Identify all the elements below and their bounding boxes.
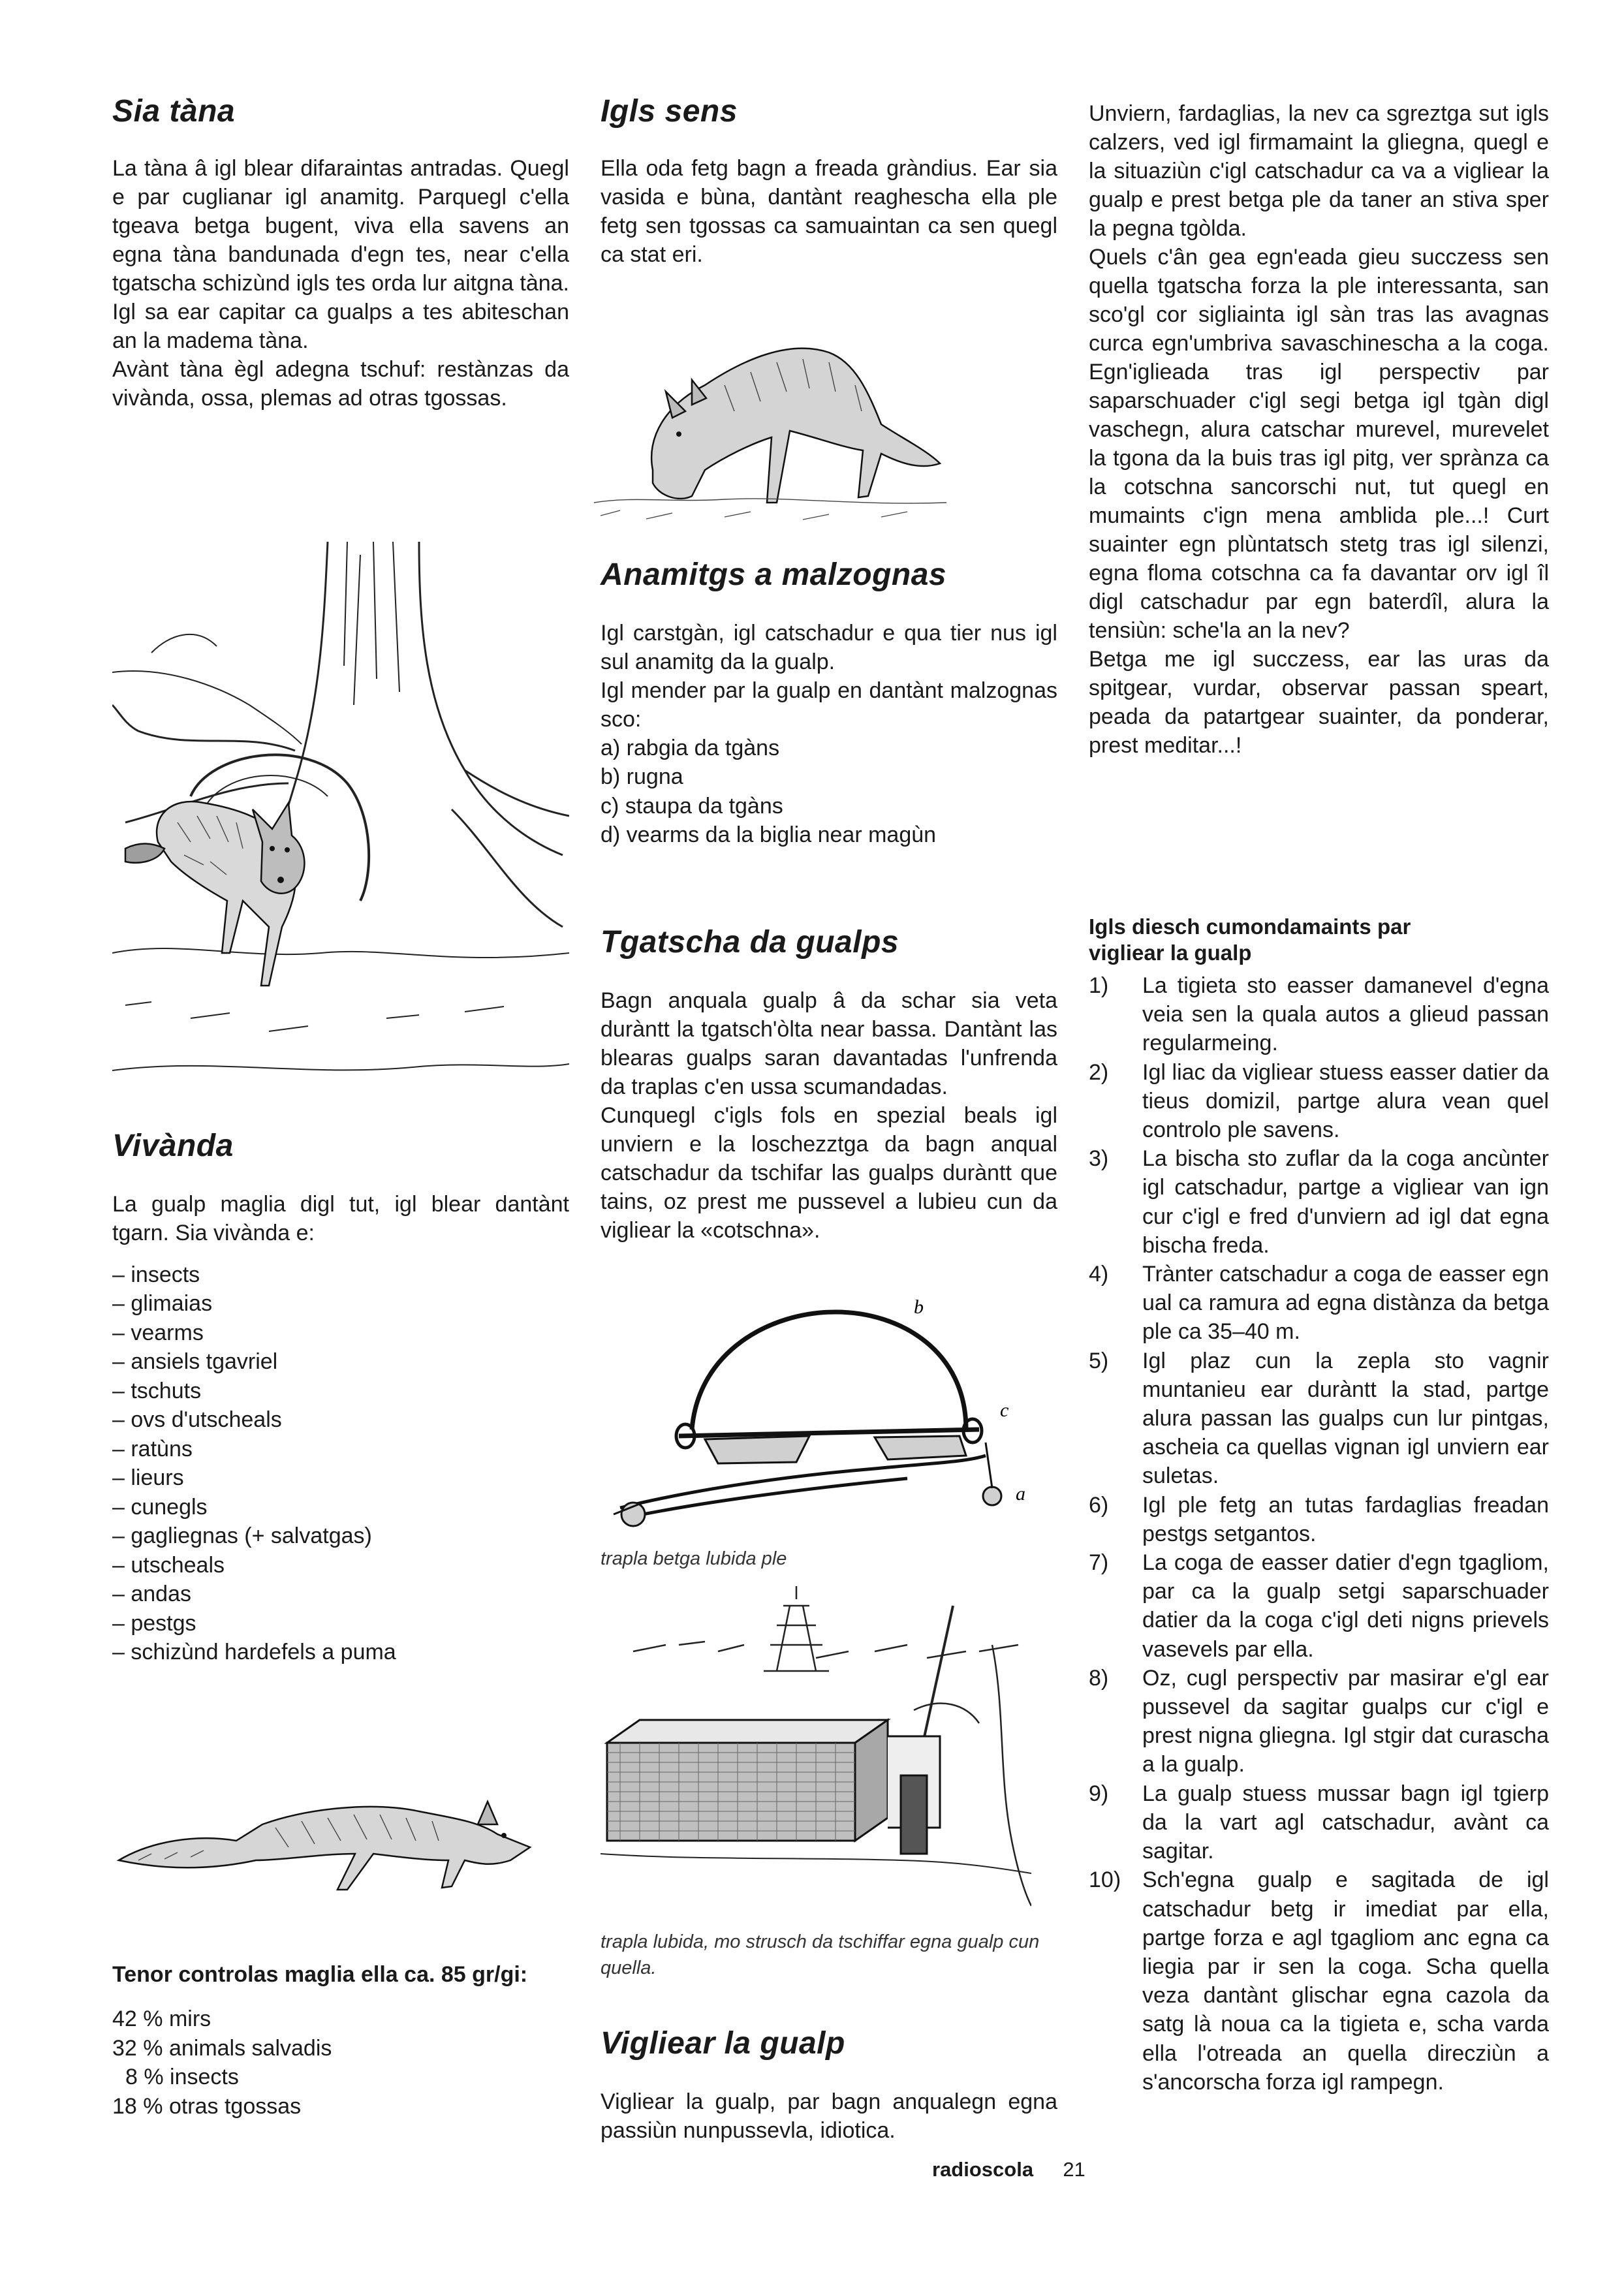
tip-number: 10) xyxy=(1089,1867,1121,1893)
sniffing-fox-illustration xyxy=(594,307,946,529)
paragraph-tgatscha: Bagn anquala gualp â da schar sia veta duràntt la tgatsch'òlta near bassa. Dantànt las blearas gualps saran davantadas l'unfrenda da traplas c'en ussa scumandadas. xyxy=(601,988,1057,1099)
list-item xyxy=(1089,1664,1549,1779)
list-item: – insects xyxy=(112,1262,200,1287)
list-item xyxy=(1089,1347,1549,1491)
tip-text: Igl liac da vigliear stuess easser datier da tieus domizil, partge alura vean quel controlo ple savens. xyxy=(1142,1059,1549,1143)
tip-text: La tigieta sto easser damanevel d'egna veia sen la quala autos a glieud passan regularmeing. xyxy=(1142,973,1549,1056)
list-item: – tschuts xyxy=(112,1378,202,1403)
tip-text: Sch'egna gualp e sagitada de igl catschadur betg ir imediat par ella, partge forza e agl tgagliom anc egna ca liegia par ir sen la coga. Scha quella veza dantànt glischar egna cazola da satg là noua ca la tigieta e, scha varda ella l'otreada an quella direcziùn a s'ancorscha forza igl rampegn. xyxy=(1142,1867,1549,2095)
stats-row: 8 % insects xyxy=(125,2065,239,2089)
trap-caption-1: trapla betga lubida ple xyxy=(601,1548,787,1569)
list-item xyxy=(1089,1548,1549,1664)
paragraph-anamitgs: Igl carstgàn, igl catschadur e qua tier nus igl sul anamitg da la gualp. xyxy=(601,620,1057,674)
page-number: 21 xyxy=(1063,2158,1085,2181)
column-2-d xyxy=(601,2027,1057,2145)
paragraph-sia-tana-2: Avànt tàna ègl adegna tschuf: restànzas da vivànda, ossa, plemas ad otras tgossas. xyxy=(112,356,569,411)
tip-number: 8) xyxy=(1089,1665,1109,1691)
heading-sia-tana: Sia tàna xyxy=(112,94,236,129)
paragraph-sia-tana: La tàna â igl blear difaraintas antradas. Quegl e par cuglianar igl anamitg. Parquegl c'ella tgeava betga bugent, viva ella savens an egna tàna bandunada d'egn tes, near c'ella tgatscha schizùnd igls tes orda lur aitgna tàna. Igl sa ear capitar ca gualps a tes abiteschan an la madema tàna. xyxy=(112,155,569,353)
column-2-b xyxy=(601,558,1057,850)
list-item: – gagliegnas (+ salvatgas) xyxy=(112,1523,372,1549)
list-item xyxy=(1089,1491,1549,1548)
paragraph-unviern: Unviern, fardaglias, la nev ca sgreztga sut igls calzers, ved igl firmamaint la gliegna, quegl e la situaziùn c'igl catschadur ca va a vigliear la gualp e prest betga ple da taner an stiva sper la pegna tgòlda. xyxy=(1089,101,1549,241)
tip-text: La bischa sto zuflar da la coga ancùnter igl catschadur, partge a vigliear van ign cur c'igl e fred d'unviern ad igl dat egna bischa freda. xyxy=(1142,1146,1549,1258)
fox-den-illustration xyxy=(112,535,569,1097)
tips-list xyxy=(1089,971,1549,2097)
tip-text: Igl plaz cun la zepla sto vagnir muntanieu ear duràntt la stad, partge alura passan las gualps cun lur pintgas, ascheia ca quellas vignan igl unviern ear suletas. xyxy=(1142,1348,1549,1489)
heading-igls-sens: Igls sens xyxy=(601,94,738,129)
running-fox-illustration xyxy=(112,1762,537,1899)
tip-number: 3) xyxy=(1089,1146,1109,1172)
heading-vigliear: Vigliear la gualp xyxy=(601,2026,845,2061)
column-1-stats xyxy=(112,1961,569,2121)
list-item: – utscheals xyxy=(112,1552,225,1578)
trap-label-c: c xyxy=(1000,1399,1009,1421)
column-2 xyxy=(601,95,1057,269)
list-item xyxy=(1089,1866,1549,2097)
paragraph-tgatscha-2: Cunquegl c'igls fols en spezial beals igl unviern e la loschezztga da bagn anqual catschadur da tschifar las gualps duràntt que tains, oz prest me pussevel a lubieu cun da vigliear la «cotschna». xyxy=(601,1102,1057,1243)
footer-brand: radioscola xyxy=(932,2158,1034,2181)
stats-heading: Tenor controlas maglia ella ca. 85 gr/gi: xyxy=(112,1962,528,1987)
heading-vivanda: Vivànda xyxy=(112,1129,234,1163)
list-item: – andas xyxy=(112,1582,191,1607)
list-item xyxy=(1089,1058,1549,1145)
list-item xyxy=(1089,971,1549,1058)
tip-number: 4) xyxy=(1089,1262,1109,1287)
list-item: – ansiels tgavriel xyxy=(112,1349,278,1375)
trap-label-b: b xyxy=(914,1296,924,1318)
tip-number: 2) xyxy=(1089,1059,1109,1085)
list-item: a) rabgia da tgàns xyxy=(601,735,780,760)
paragraph-vivanda: La gualp maglia digl tut, igl blear dantànt tgarn. Sia vivànda e: xyxy=(112,1191,569,1245)
list-item xyxy=(1089,1779,1549,1866)
list-item xyxy=(1089,1144,1549,1260)
tip-text: Oz, cugl perspectiv par masirar e'gl ear pussevel da sagitar gualps cur c'igl e prest nigna gliegna. Igl stgir dat curascha a la gualp. xyxy=(1142,1665,1549,1777)
stats-row: 42 % mirs xyxy=(112,2006,211,2031)
tip-number: 6) xyxy=(1089,1492,1109,1518)
stats-list xyxy=(112,2005,569,2121)
list-item: – lieurs xyxy=(112,1465,184,1491)
list-item xyxy=(1089,1260,1549,1347)
leghold-trap-illustration xyxy=(601,1292,1044,1540)
paragraph-betga: Betga me igl succzess, ear las uras da spitgear, vurdar, observar passan speart, peada da patartgear suainter, da ponderar, prest meditar...! xyxy=(1089,647,1549,758)
stats-row: 18 % otras tgossas xyxy=(112,2093,302,2119)
disease-list xyxy=(601,734,1057,850)
list-item: c) staupa da tgàns xyxy=(601,793,783,819)
tip-number: 1) xyxy=(1089,973,1109,998)
tip-text: La coga de easser datier d'egn tgagliom, par ca la gualp setgi saparschuader datier da la coga c'igl deti nigns prievels vasevels par ella. xyxy=(1142,1550,1549,1662)
tip-text: La gualp stuess mussar bagn igl tgierp da la vart agl catschadur, avànt ca sagitar. xyxy=(1142,1781,1549,1864)
column-3-tips xyxy=(1089,914,1549,2097)
tip-text: Trànter catschadur a coga de easser egn ual ca ramura ad egna distànza da betga ple ca 35–40 m. xyxy=(1142,1262,1549,1345)
food-list xyxy=(112,1260,569,1667)
column-3 xyxy=(1089,99,1549,760)
heading-tgatscha: Tgatscha da gualps xyxy=(601,925,899,960)
list-item: – cunegls xyxy=(112,1494,208,1520)
list-item: – glimaias xyxy=(112,1291,213,1317)
list-item: – pestgs xyxy=(112,1610,196,1636)
list-item: b) rugna xyxy=(601,764,683,790)
trap-label-a: a xyxy=(1016,1483,1025,1505)
list-item: – ratùns xyxy=(112,1436,193,1461)
paragraph-quels: Quels c'ân gea egn'eada gieu succzess sen quella tgatscha forza la ple interessanta, san sco'gl cor sigliainta igl sàn tras las avagnas curca egn'umbriva savaschinescha a la coga. Egn'iglieada tras igl perspectiv par saparschuader c'igl segi betga igl tgàn digl vaschegn, alura catschar murevel, murevelet la tgona da la buis tras igl pitg, ver sprànza ca la cotschna sancorschi nut, tut quegl en mumaints c'ign mena amblida ple...! Curt suainter egn plùntatsch stetg tras igl silenzi, egna floma cotschna ca fa davantar orv igl îl digl catschadur par egn baterdîl, alura la tensiùn: sche'la an la nev? xyxy=(1089,245,1549,643)
box-trap-illustration xyxy=(601,1580,1031,1919)
stats-row: 32 % animals salvadis xyxy=(112,2035,332,2061)
list-item: d) vearms da la biglia near magùn xyxy=(601,822,937,848)
list-item: – vearms xyxy=(112,1320,204,1345)
column-1 xyxy=(112,95,569,413)
paragraph-igls-sens: Ella oda fetg bagn a freada gràndius. Ear sia vasida e bùna, dantànt reaghescha ella ple fetg sen tgossas ca samuaintan ca sen quegl ca stat eri. xyxy=(601,155,1057,267)
tips-heading: Igls diesch cumondamaints par vigliear la gualp xyxy=(1089,914,1411,965)
tip-number: 7) xyxy=(1089,1550,1109,1576)
tip-text: Igl ple fetg an tutas fardaglias freadan pestgs setgantos. xyxy=(1142,1492,1549,1546)
column-1-lower xyxy=(112,1129,569,1667)
list-item: – ovs d'utscheals xyxy=(112,1407,282,1433)
tip-number: 5) xyxy=(1089,1348,1109,1373)
paragraph-vigliear: Vigliear la gualp, par bagn anqualegn egna passiùn nunpussevla, idiotica. xyxy=(601,2089,1057,2143)
heading-anamitgs: Anamitgs a malzognas xyxy=(601,557,947,592)
paragraph-anamitgs-2: Igl mender par la gualp en dantànt malzognas sco: xyxy=(601,678,1057,732)
list-item: – schizùnd hardefels a puma xyxy=(112,1640,396,1665)
tip-number: 9) xyxy=(1089,1781,1109,1806)
trap-caption-2: trapla lubida, mo strusch da tschiffar egna gualp cun quella. xyxy=(601,1931,1040,1978)
page-footer xyxy=(932,2158,1085,2181)
column-2-c xyxy=(601,926,1057,1245)
